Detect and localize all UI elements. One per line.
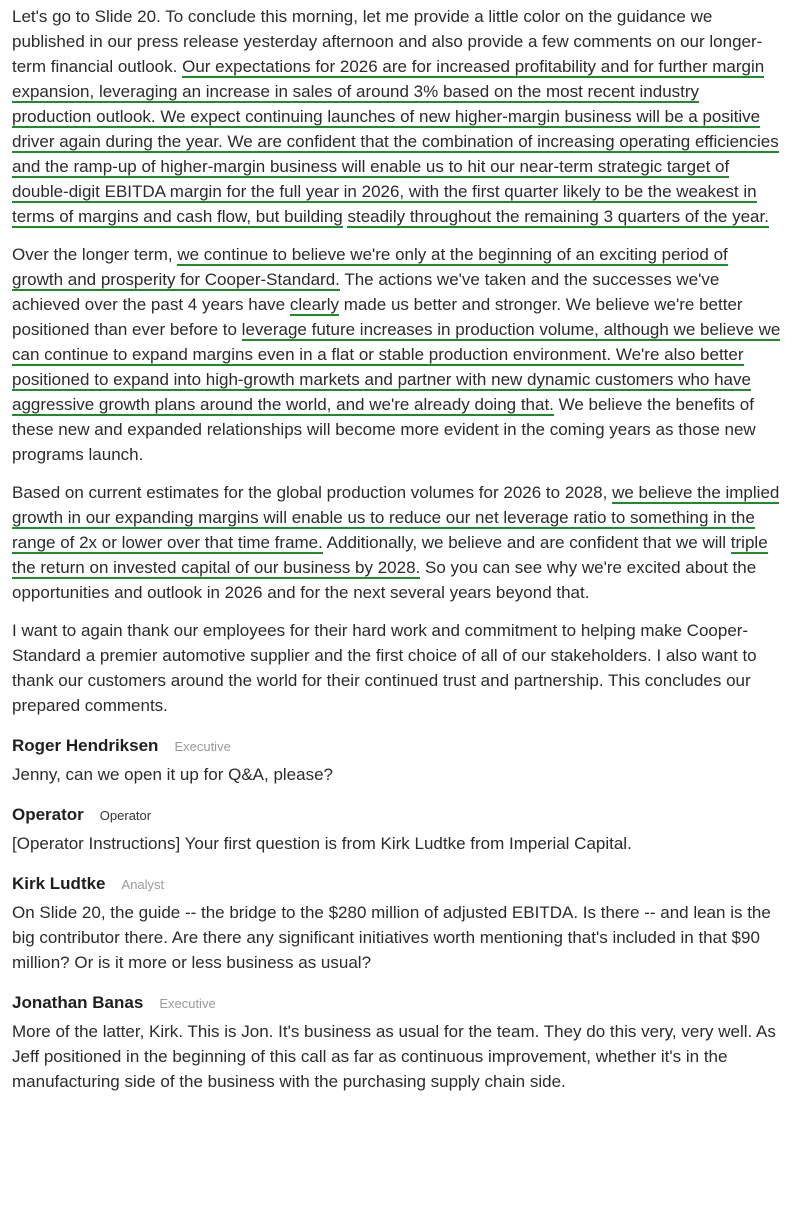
- speaker-name: Operator: [12, 805, 84, 824]
- speaker-header: [12, 736, 782, 756]
- remarks-text: So you can see why we're excited about the opportunities and outlook in 2026 and for the next several years beyond that.: [12, 558, 757, 602]
- speaker-header: [12, 805, 782, 825]
- turn-text: Jenny, can we open it up for Q&A, please?: [12, 765, 333, 784]
- remarks-paragraph-1: [12, 0, 782, 229]
- remarks-text: Additionally, we believe and are confident that we will: [322, 533, 731, 552]
- remarks-text: Let's go to Slide 20. To conclude this morning, let me provide a little color on the guidance we published in our press release yesterday afternoon and also provide a few comments on our longer-term financial outlook.: [12, 7, 763, 76]
- highlighted-text: clearly: [289, 295, 339, 314]
- turn-text: [Operator Instructions] Your first question is from Kirk Ludtke from Imperial Capital.: [12, 834, 632, 853]
- remarks-text: Over the longer term,: [12, 245, 178, 264]
- speaker-name: Jonathan Banas: [12, 993, 144, 1012]
- speaker-header: [12, 874, 782, 894]
- remarks-paragraph-3: [12, 480, 782, 605]
- speaker-role: Operator: [99, 808, 152, 823]
- turn-text: On Slide 20, the guide -- the bridge to the $280 million of adjusted EBITDA. Is there -- and lean is the big contributor there. Are there any significant initiatives worth mentioning that's included in that $90 million? Or is it more or less business as usual?: [12, 903, 771, 972]
- highlighted-text: Our expectations for 2026 are for increased profitability and for further margin expansion, leveraging an increase in sales of around 3% based on the most recent industry production outlook. We expect continuing launches of new higher-margin business will be a positive driver again during the year. We are confident that the combination of increasing operating efficiencies and the ramp-up of higher-margin business will enable us to hit our near-term strategic target of double-digit EBITDA margin for the full year in 2026, with the first quarter likely to be the weakest in terms of margins and cash flow, but building: [12, 57, 779, 226]
- turn-text: More of the latter, Kirk. This is Jon. It's business as usual for the team. They do this very, very well. As Jeff positioned in the beginning of this call as far as continuous improvement, whether it's in the manufacturing side of the business with the purchasing supply chain side.: [12, 1022, 776, 1091]
- remarks-text: made us better and stronger. We believe we're better positioned than ever before to: [12, 295, 743, 339]
- speaker-header: [12, 993, 782, 1013]
- highlighted-text: we believe the implied growth in our expanding margins will enable us to reduce our net leverage ratio to something in the range of 2x or lower over that time frame.: [12, 483, 780, 552]
- highlighted-text: we continue to believe we're only at the beginning of an exciting period of growth and prosperity for Cooper-Standard.: [12, 245, 728, 289]
- speaker-name: Kirk Ludtke: [12, 874, 106, 893]
- speaker-name: Roger Hendriksen: [12, 736, 159, 755]
- speaker-role: Executive: [174, 739, 231, 754]
- remarks-text: We believe the benefits of these new and expanded relationships will become more evident in the coming years as those new programs launch.: [12, 395, 756, 464]
- highlighted-text: steadily throughout the remaining 3 quarters of the year.: [347, 207, 769, 226]
- remarks-text: Based on current estimates for the global production volumes for 2026 to 2028,: [12, 483, 613, 502]
- speaker-turn: [12, 805, 782, 856]
- remarks-paragraph-4: I want to again thank our employees for their hard work and commitment to helping make Cooper-Standard a premier automotive supplier and the first choice of all of our stakeholders. I also want to thank our customers around the world for their continued trust and partnership. This concludes our prepared comments.: [12, 621, 757, 715]
- highlighted-text: leverage future increases in production volume, although we believe we can continue to expand margins even in a flat or stable production environment. We're also better positioned to expand into high-growth markets and partner with new dynamic customers who have aggressive growth plans around the world, and we're already doing that.: [12, 320, 781, 414]
- remarks-text: The actions we've taken and the successes we've achieved over the past 4 years have: [12, 270, 720, 314]
- speaker-role: Executive: [159, 996, 216, 1011]
- remarks-paragraph-2: [12, 242, 782, 467]
- speaker-turn: [12, 874, 782, 975]
- speaker-turn: [12, 736, 782, 787]
- speaker-role: Analyst: [121, 877, 165, 892]
- speaker-turn: [12, 993, 782, 1094]
- highlighted-text: triple the return on invested capital of our business by 2028.: [12, 533, 768, 577]
